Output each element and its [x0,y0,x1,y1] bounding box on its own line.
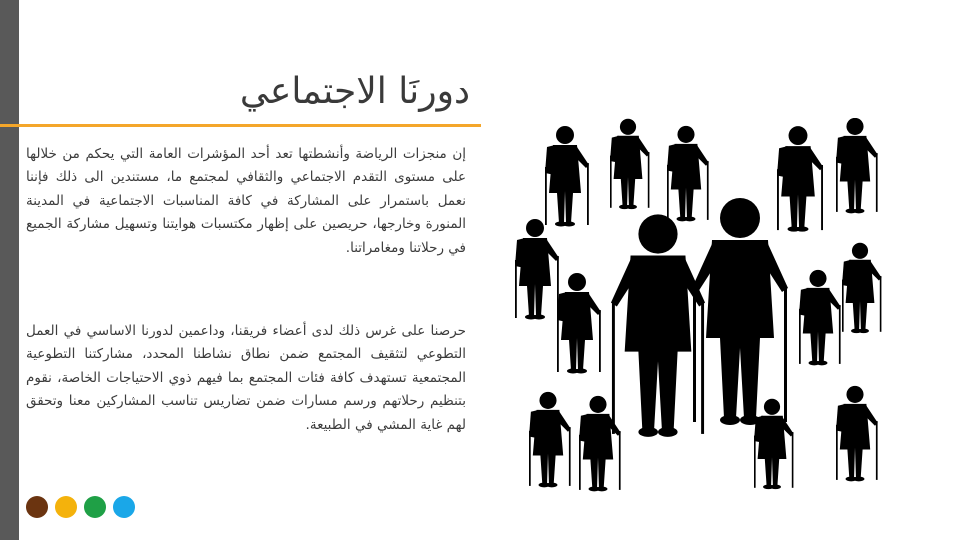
blue-dot [113,496,135,518]
yellow-dot [55,496,77,518]
left-side-bar [0,0,19,540]
slide-title: دورنَا الاجتماعي [239,71,470,112]
hikers-group [515,118,882,491]
title-underline [0,124,481,127]
color-dots [26,496,135,518]
hikers-silhouettes-icon [500,118,900,498]
brown-dot [26,496,48,518]
green-dot [84,496,106,518]
paragraph-2: حرصنا على غرس ذلك لدى أعضاء فريقنا، وداعمين لدورنا الاساسي في العمل التطوعي لتثقيف المجتمع ضمن نطاق نشاطنا المحدد، مشاركتنا التطوعية المجتمعية تستهدف كافة فئات المجتمع بما فيهم ذوي الاحتياجات الخاصة، نقوم بتنظيم رحلاتهم ورسم مسارات ضمن تضاريس تناسب المشاركين معنا وتحقق لهم غاية المشي في الطبيعة. [26,323,466,433]
paragraph-1: إن منجزات الرياضة وأنشطتها تعد أحد المؤشرات العامة التي يحكم من خلالها على مستوى التقدم الاجتماعي والثقافي لمجتمع ما، مستندين الى ذلك فإننا نعمل باستمرار على المشاركة في كافة المناسبات الاجتماعية في المدينة المنورة وخارجها، حريصين على إظهار مكتسبات هوايتنا وتسهيل مشاركة الجميع في رحلاتنا ومغامراتنا. [26,146,466,256]
